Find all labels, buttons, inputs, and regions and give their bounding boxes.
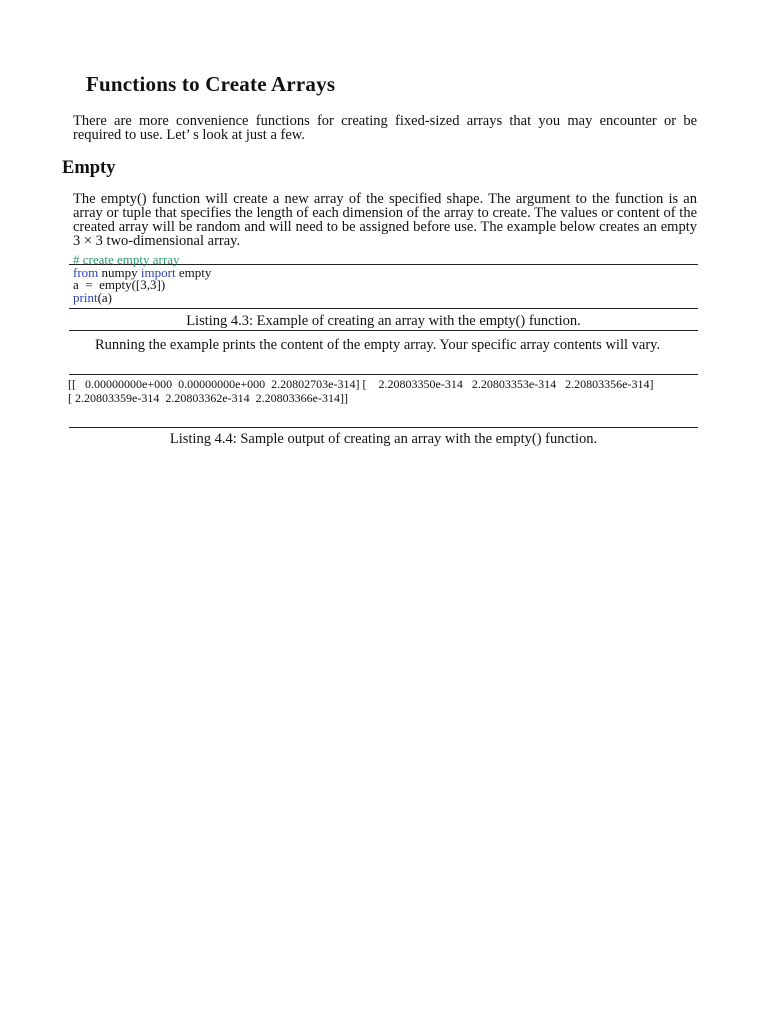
code-line-assign: a = empty([3,3]) [73, 277, 166, 292]
code-text-print-arg: (a) [97, 290, 112, 305]
output-line-2: [ 2.20803359e-314 2.20803362e-314 2.20803366e-314]] [68, 391, 348, 405]
intro-paragraph: There are more convenience functions for creating fixed-sized arrays that you may encounter or be required to use. Let’ s look at just a few. [73, 113, 697, 143]
output-top-rule [69, 374, 698, 375]
section-title: Functions to Create Arrays [86, 72, 336, 96]
code-text-empty: empty [175, 265, 212, 280]
code-text-numpy: numpy [98, 265, 141, 280]
caption-rule [69, 330, 698, 331]
code-comment-line: # create empty array [73, 252, 180, 267]
empty-description-paragraph: The empty() function will create a new array of the specified shape. The argument to the function is an array or tuple that specifies the length of each dimension of the array to create. The values or content of the created array will be random and will need to be assigned before use. The example below creates an empty 3 × 3 two-dimensional array. [73, 191, 697, 249]
code-keyword-from: from [73, 265, 99, 280]
running-paragraph: Running the example prints the content of the empty array. Your specific array contents will vary. [95, 337, 661, 353]
output-bottom-rule [69, 427, 698, 428]
listing-4-4-caption: Listing 4.4: Sample output of creating an array with the empty() function. [169, 431, 598, 447]
listing-bottom-rule [69, 308, 698, 309]
code-keyword-print: print [73, 290, 98, 305]
listing-4-3-caption: Listing 4.3: Example of creating an array with the empty() function. [186, 313, 581, 329]
output-line-1: [[ 0.00000000e+000 0.00000000e+000 2.20802703e-314] [ 2.20803350e-314 2.20803353e-314 2.20803356e-314] [68, 377, 654, 391]
subsection-title-empty: Empty [62, 158, 116, 178]
code-line-print [73, 292, 112, 305]
code-keyword-import: import [140, 265, 176, 280]
